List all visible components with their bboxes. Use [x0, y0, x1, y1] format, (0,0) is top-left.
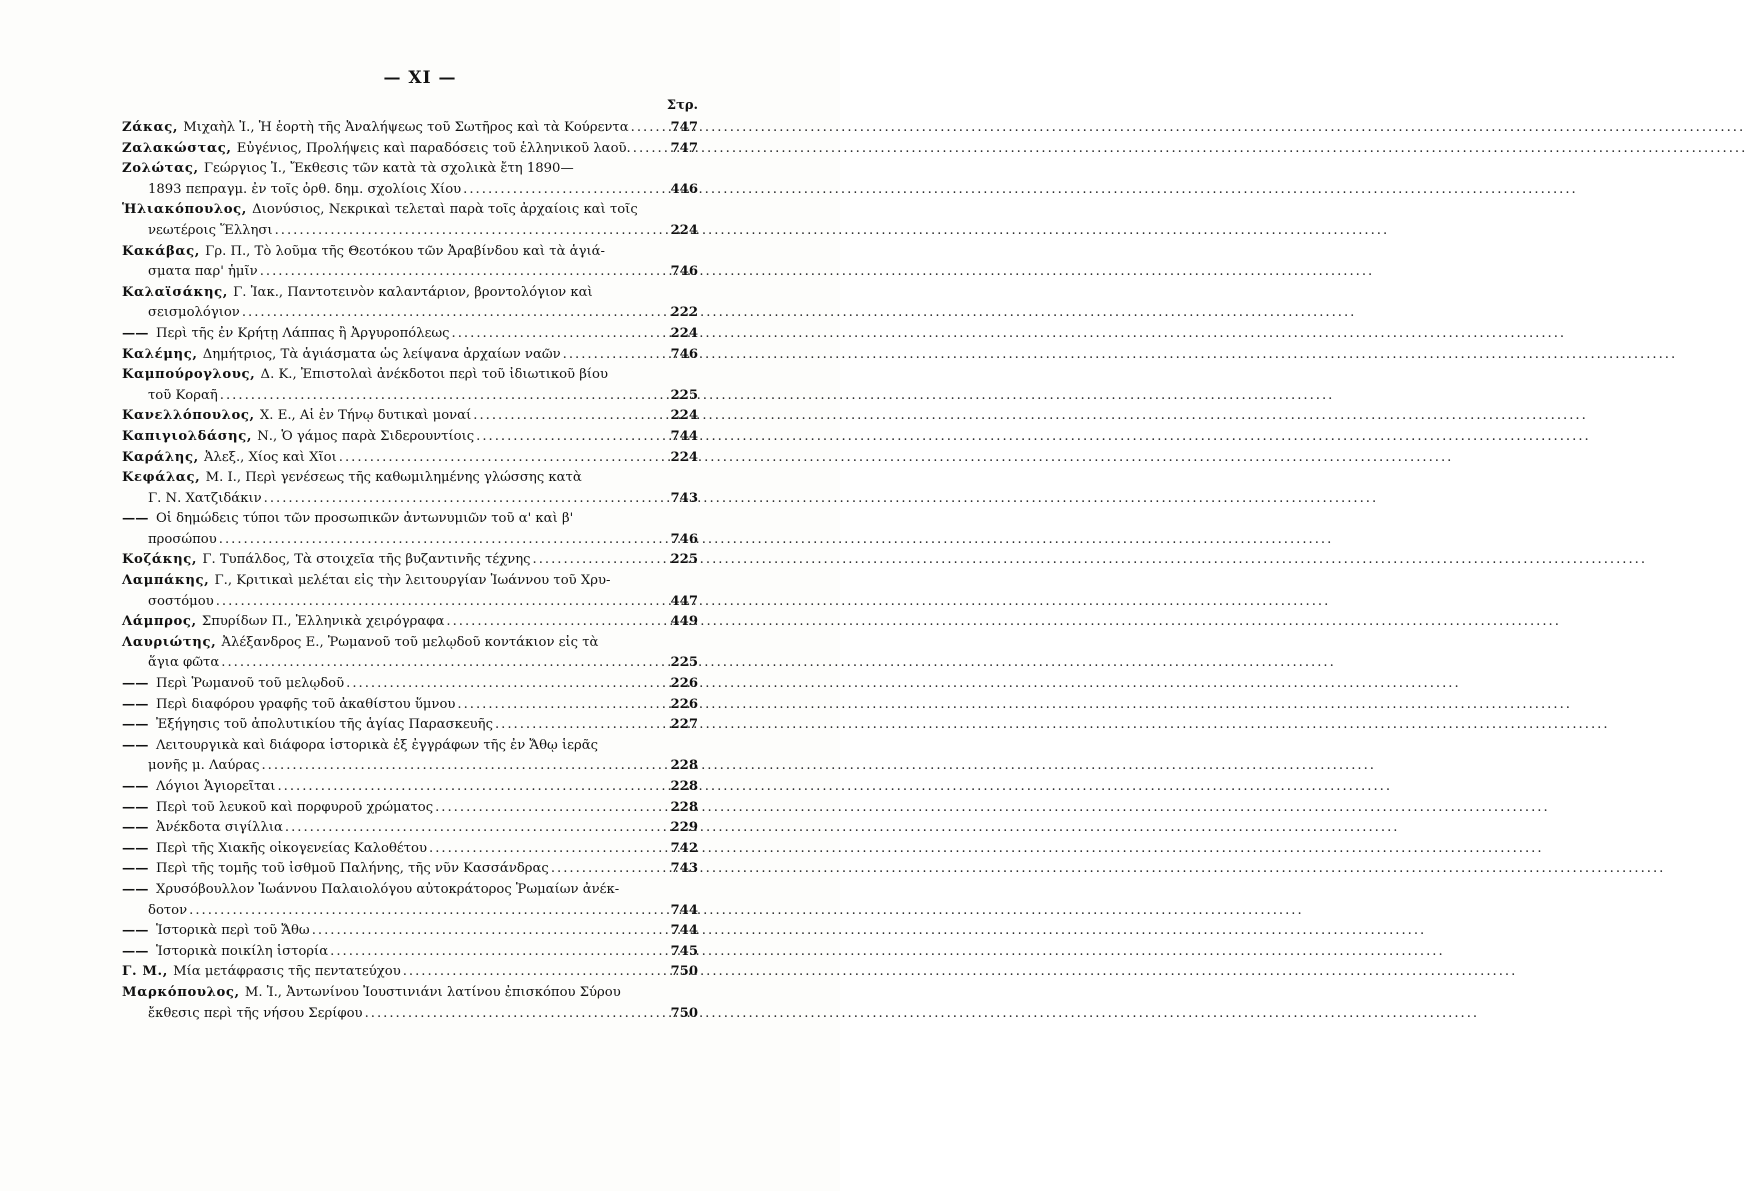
- leader-dots: [262, 489, 654, 510]
- entry-first-line: [122, 139, 698, 160]
- entry-continuation-text: 1893 πεπραγμ. ἐν τοῖς ὀρθ. δημ. σχολίοις Χίου: [148, 181, 462, 197]
- entry-page-number: 744: [670, 428, 698, 444]
- index-entry: [122, 818, 698, 839]
- leader-dots: [631, 139, 654, 160]
- entry-continuation-line: [122, 530, 698, 551]
- entry-title: Μ. Ἰ., Ἀντωνίνου Ἰουστινιάνι λατίνου ἐπισκόπου Σύρου: [244, 984, 621, 1000]
- entry-text: [122, 839, 427, 860]
- entry-page-number: 746: [670, 264, 698, 280]
- entry-page-number: 228: [670, 799, 698, 815]
- entry-first-line: [122, 365, 698, 386]
- entry-text: [122, 921, 310, 942]
- index-entry: [122, 242, 698, 283]
- index-entry: [122, 283, 698, 324]
- ditto-dash: ——: [122, 737, 149, 753]
- entry-text: [122, 159, 574, 180]
- entry-page-number: 743: [670, 861, 698, 877]
- entry-author: Ζολώτας,: [122, 161, 204, 177]
- entry-page-number: 449: [670, 614, 698, 630]
- entry-text: [122, 859, 549, 880]
- entry-first-line: [122, 859, 698, 880]
- entry-page-number: 743: [670, 490, 698, 506]
- entry-continuation-line: [122, 592, 698, 613]
- leader-dots: [493, 715, 654, 736]
- ditto-dash: ——: [122, 676, 149, 692]
- entry-continuation-text: προσώπου: [148, 531, 217, 547]
- entry-first-line: [122, 942, 698, 963]
- leader-dots: [214, 592, 654, 613]
- entry-author: Ζάκας,: [122, 120, 184, 135]
- entry-text: [122, 736, 598, 757]
- entry-title: Ἱστορικὰ ποικίλη ἱστορία: [156, 943, 329, 959]
- entry-page-number: 225: [670, 552, 698, 568]
- entry-title: Ἀλεξ., Χίος καὶ Χῖοι: [203, 449, 337, 465]
- index-entry: [122, 859, 698, 880]
- ditto-dash: ——: [122, 943, 149, 959]
- leader-dots: [450, 324, 654, 345]
- entry-continuation-line: [122, 901, 698, 922]
- leader-dots: [217, 530, 654, 551]
- entry-first-line: [122, 839, 698, 860]
- leader-dots: [310, 921, 654, 942]
- entry-page-number: 742: [670, 840, 698, 856]
- index-entries: [122, 118, 698, 1024]
- entry-author: Καράλης,: [122, 449, 204, 465]
- entry-page-number: 226: [670, 696, 698, 712]
- index-entry: [122, 571, 698, 612]
- entry-title: Περὶ τῆς τομῆς τοῦ ἰσθμοῦ Παλήνης, τῆς νῦν Κασσάνδρας: [156, 861, 549, 877]
- entry-first-line: [122, 550, 698, 571]
- index-entry: [122, 962, 698, 983]
- entry-first-line: [122, 612, 698, 633]
- leader-dots: [427, 839, 654, 860]
- index-entry: [122, 406, 698, 427]
- entry-first-line: [122, 777, 698, 798]
- entry-first-line: [122, 159, 698, 180]
- entry-author: Κανελλόπουλος,: [122, 408, 260, 424]
- page-column-label: Στρ.: [666, 98, 698, 113]
- index-entry: [122, 509, 698, 550]
- entry-text: [122, 468, 582, 489]
- leader-dots: [275, 777, 654, 798]
- index-entry: [122, 345, 698, 366]
- leader-dots: [363, 1004, 654, 1025]
- entry-title: Περὶ διαφόρου γραφῆς τοῦ ἀκαθίστου ὕμνου: [156, 696, 456, 712]
- leader-dots: [474, 427, 654, 448]
- entry-title: Οἱ δημώδεις τύποι τῶν προσωπικῶν ἀντωνυμιῶν τοῦ α' καὶ β': [156, 511, 574, 527]
- leader-dots: [218, 386, 654, 407]
- entry-author: Κοζάκης,: [122, 552, 203, 568]
- entry-continuation-text: ἅγια φῶτα: [148, 655, 220, 671]
- entry-author: Ἡλιακόπουλος,: [122, 202, 253, 218]
- entry-continuation-text: σματα παρ' ἡμῖν: [148, 264, 258, 280]
- index-entry: [122, 468, 698, 509]
- entry-page-number: 745: [670, 943, 698, 959]
- leader-dots: [455, 695, 654, 716]
- entry-continuation-text: μονῆς μ. Λαύρας: [148, 758, 260, 774]
- leader-dots: [461, 180, 654, 201]
- index-entry: [122, 118, 698, 139]
- entry-continuation-text: σοστόμου: [148, 593, 214, 609]
- entry-text: [122, 365, 608, 386]
- entry-page-number: 224: [670, 408, 698, 424]
- entry-author: Καλέμης,: [122, 346, 203, 362]
- leader-dots: [549, 859, 654, 880]
- entry-page-number: 228: [670, 758, 698, 774]
- entry-page-number: 224: [670, 325, 698, 341]
- entry-text: [122, 324, 450, 345]
- leader-dots: [401, 962, 654, 983]
- index-entry: [122, 139, 698, 160]
- entry-first-line: [122, 715, 698, 736]
- entry-first-line: [122, 427, 698, 448]
- entry-first-line: [122, 798, 698, 819]
- entry-text: [122, 818, 283, 839]
- index-page: [0, 0, 840, 1191]
- entry-text: [122, 427, 474, 448]
- entry-text: [122, 798, 433, 819]
- leader-dots: [328, 942, 654, 963]
- entry-continuation-line: [122, 303, 698, 324]
- entry-text: [122, 962, 401, 983]
- entry-text: [122, 942, 328, 963]
- entry-first-line: [122, 695, 698, 716]
- entry-author: Λάμπρος,: [122, 614, 202, 630]
- entry-page-number: 446: [670, 181, 698, 197]
- leader-dots: [240, 303, 654, 324]
- ditto-dash: ——: [122, 820, 149, 836]
- entry-first-line: [122, 283, 698, 304]
- entry-text: [122, 983, 621, 1004]
- entry-first-line: [122, 118, 698, 139]
- entry-page-number: 225: [670, 387, 698, 403]
- entry-title: Περὶ τῆς ἐν Κρήτῃ Λάππας ἢ Ἀργυροπόλεως: [156, 325, 450, 341]
- entry-first-line: [122, 509, 698, 530]
- entry-author: Ζαλακώστας,: [122, 140, 237, 156]
- entry-continuation-text: νεωτέροις Ἕλλησι: [148, 222, 273, 238]
- entry-continuation-line: [122, 653, 698, 674]
- entry-author: Λαμπάκης,: [122, 573, 215, 589]
- index-entry: [122, 159, 698, 200]
- entry-first-line: [122, 448, 698, 469]
- entry-continuation-text: τοῦ Κοραῆ: [148, 387, 218, 403]
- entry-page-number: 746: [670, 346, 698, 362]
- ditto-dash: ——: [122, 717, 149, 733]
- entry-text: [122, 550, 531, 571]
- leader-dots: [531, 550, 655, 571]
- entry-title: Δ. Κ., Ἐπιστολαὶ ἀνέκδοτοι περὶ τοῦ ἰδιωτικοῦ βίου: [260, 367, 609, 383]
- entry-author: Καμπούρογλους,: [122, 367, 261, 383]
- entry-page-number: 447: [670, 593, 698, 609]
- index-entry: [122, 942, 698, 963]
- entry-title: Περὶ τῆς Χιακῆς οἰκογενείας Καλοθέτου: [156, 840, 427, 856]
- entry-first-line: [122, 736, 698, 757]
- index-entry: [122, 983, 698, 1024]
- entry-title: Εὐγένιος, Προλήψεις καὶ παραδόσεις τοῦ ἑλληνικοῦ λαοῦ.: [236, 140, 631, 156]
- entry-title: Ἀλέξανδρος Ε., Ῥωμανοῦ τοῦ μελῳδοῦ κοντάκιον εἰς τὰ: [221, 634, 599, 650]
- entry-first-line: [122, 571, 698, 592]
- ditto-dash: ——: [122, 923, 149, 939]
- index-entry: [122, 839, 698, 860]
- entry-author: Γ. Μ.,: [122, 964, 174, 980]
- entry-title: Γ. Ἰακ., Παντοτεινὸν καλαντάριον, βροντολόγιον καὶ: [233, 284, 593, 300]
- leader-dots: [433, 798, 654, 819]
- index-entry: [122, 674, 698, 695]
- entry-page-number: 222: [670, 305, 698, 321]
- entry-title: Περὶ τοῦ λευκοῦ καὶ πορφυροῦ χρώματος: [156, 799, 434, 815]
- index-entry: [122, 612, 698, 633]
- entry-title: Γ., Κριτικαὶ μελέται εἰς τὴν λειτουργίαν Ἰωάννου τοῦ Χρυ-: [214, 573, 611, 589]
- leader-dots: [444, 612, 654, 633]
- entry-author: Κακάβας,: [122, 243, 206, 259]
- index-entry: [122, 427, 698, 448]
- ditto-dash: ——: [122, 511, 149, 527]
- entry-first-line: [122, 983, 698, 1004]
- entry-title: Χ. Ε., Αἱ ἐν Τήνῳ δυτικαὶ μοναί: [259, 408, 472, 424]
- entry-title: Λειτουργικὰ καὶ διάφορα ἱστορικὰ ἐξ ἐγγράφων τῆς ἐν Ἄθῳ ἱερᾶς: [156, 737, 599, 753]
- entry-continuation-line: [122, 1004, 698, 1025]
- entry-first-line: [122, 242, 698, 263]
- entry-continuation-text: Γ. Ν. Χατζιδάκιν: [148, 490, 262, 506]
- entry-text: [122, 674, 344, 695]
- leader-dots: [187, 901, 654, 922]
- entry-title: Γ. Τυπάλδος, Τὰ στοιχεῖα τῆς βυζαντινῆς τέχνης: [202, 552, 531, 568]
- index-entry: [122, 550, 698, 571]
- leader-dots: [471, 406, 654, 427]
- entry-title: Μία μετάφρασις τῆς πεντατεύχου: [173, 964, 401, 980]
- index-entry: [122, 448, 698, 469]
- entry-title: Ἱστορικὰ περὶ τοῦ Ἄθω: [156, 923, 310, 939]
- leader-dots: [259, 756, 654, 777]
- index-entry: [122, 715, 698, 736]
- entry-page-number: 750: [670, 964, 698, 980]
- entry-title: Μιχαὴλ Ἰ., Ἡ ἑορτὴ τῆς Ἀναλήψεως τοῦ Σωτῆρος καὶ τὰ Κούρεντα: [183, 120, 629, 135]
- entry-page-number: 224: [670, 222, 698, 238]
- entry-first-line: [122, 324, 698, 345]
- entry-page-number: 744: [670, 902, 698, 918]
- entry-title: Περὶ Ῥωμανοῦ τοῦ μελῳδοῦ: [156, 676, 345, 692]
- index-entry: [122, 777, 698, 798]
- entry-title: Λόγιοι Ἁγιορεῖται: [156, 779, 276, 794]
- entry-author: Κεφάλας,: [122, 470, 206, 486]
- index-entry: [122, 880, 698, 921]
- entry-page-number: 224: [670, 449, 698, 465]
- entry-first-line: [122, 345, 698, 366]
- entry-title: Γεώργιος Ἰ., Ἔκθεσις τῶν κατὰ τὰ σχολικὰ ἔτη 1890—: [203, 161, 574, 177]
- ditto-dash: ——: [122, 840, 149, 856]
- leader-dots: [337, 448, 654, 469]
- entry-page-number: 750: [670, 1005, 698, 1021]
- index-entry: [122, 798, 698, 819]
- entry-text: [122, 509, 573, 530]
- entry-first-line: [122, 921, 698, 942]
- leader-dots: [629, 118, 654, 139]
- ditto-dash: ——: [122, 779, 149, 794]
- entry-continuation-line: [122, 386, 698, 407]
- entry-page-number: 747: [670, 140, 698, 156]
- page-header: — ΧΙ —: [383, 68, 457, 88]
- entry-continuation-line: [122, 221, 698, 242]
- entry-first-line: [122, 880, 698, 901]
- entry-page-number: 229: [670, 820, 698, 836]
- entry-title: Ἀνέκδοτα σιγίλλια: [156, 820, 283, 836]
- index-entry: [122, 324, 698, 345]
- index-entry: [122, 633, 698, 674]
- entry-first-line: [122, 962, 698, 983]
- entry-first-line: [122, 633, 698, 654]
- entry-title: Ν., Ὁ γάμος παρὰ Σιδερουντίοις: [257, 428, 475, 444]
- index-entry: [122, 736, 698, 777]
- leader-dots: [258, 262, 654, 283]
- entry-title: Χρυσόβουλλον Ἰωάννου Παλαιολόγου αὐτοκράτορος Ῥωμαίων ἀνέκ-: [156, 881, 620, 897]
- entry-title: Μ. Ι., Περὶ γενέσεως τῆς καθωμιλημένης γλώσσης κατὰ: [205, 470, 582, 486]
- leader-dots: [273, 221, 654, 242]
- entry-author: Καλαϊσάκης,: [122, 284, 234, 300]
- entry-text: [122, 633, 598, 654]
- entry-title: Ἐξήγησις τοῦ ἀπολυτικίου τῆς ἁγίας Παρασκευῆς: [156, 717, 493, 733]
- entry-text: [122, 695, 455, 716]
- entry-page-number: 226: [670, 676, 698, 692]
- entry-title: Σπυρίδων Π., Ἑλληνικὰ χειρόγραφα: [201, 614, 445, 630]
- leader-dots: [344, 674, 654, 695]
- entry-text: [122, 612, 444, 633]
- entry-continuation-line: [122, 180, 698, 201]
- entry-text: [122, 118, 629, 139]
- index-entry: [122, 921, 698, 942]
- entry-author: Λαυριώτης,: [122, 634, 222, 650]
- ditto-dash: ——: [122, 325, 149, 341]
- entry-page-number: 746: [670, 531, 698, 547]
- entry-first-line: [122, 200, 698, 221]
- entry-author: Καπιγιολδάσης,: [122, 428, 258, 444]
- entry-continuation-text: ἔκθεσις περὶ τῆς νήσου Σερίφου: [148, 1005, 363, 1021]
- entry-text: [122, 200, 638, 221]
- entry-text: [122, 715, 493, 736]
- entry-page-number: 227: [670, 717, 698, 733]
- entry-continuation-line: [122, 489, 698, 510]
- entry-text: [122, 283, 593, 304]
- entry-first-line: [122, 468, 698, 489]
- entry-first-line: [122, 674, 698, 695]
- leader-dots: [283, 818, 654, 839]
- ditto-dash: ——: [122, 861, 149, 877]
- ditto-dash: ——: [122, 881, 149, 897]
- entry-page-number: 225: [670, 655, 698, 671]
- entry-page-number: 744: [670, 923, 698, 939]
- entry-text: [122, 242, 605, 263]
- entry-text: [122, 777, 275, 798]
- entry-title: Γρ. Π., Τὸ λοῦμα τῆς Θεοτόκου τῶν Ἀραβίνδου καὶ τὰ ἁγιά-: [205, 243, 605, 259]
- entry-page-number: 747: [670, 120, 698, 135]
- entry-continuation-text: σεισμολόγιον: [148, 305, 240, 321]
- entry-text: [122, 571, 610, 592]
- entry-title: Δημήτριος, Τὰ ἁγιάσματα ὡς λείψανα ἀρχαίων ναῶν: [202, 346, 561, 362]
- entry-continuation-text: δοτον: [148, 902, 188, 918]
- ditto-dash: ——: [122, 696, 149, 712]
- ditto-dash: ——: [122, 799, 149, 815]
- index-entry: [122, 200, 698, 241]
- entry-continuation-line: [122, 262, 698, 283]
- entry-page-number: 228: [670, 779, 698, 794]
- entry-text: [122, 448, 337, 469]
- entry-text: [122, 139, 631, 160]
- leader-dots: [219, 653, 654, 674]
- entry-text: [122, 406, 471, 427]
- index-entry: [122, 365, 698, 406]
- entry-author: Μαρκόπουλος,: [122, 984, 245, 1000]
- entry-text: [122, 345, 561, 366]
- entry-title: Διονύσιος, Νεκρικαὶ τελεταὶ παρὰ τοῖς ἀρχαίοις καὶ τοῖς: [252, 202, 638, 218]
- entry-first-line: [122, 818, 698, 839]
- entry-continuation-line: [122, 756, 698, 777]
- entry-text: [122, 880, 619, 901]
- index-entry: [122, 695, 698, 716]
- entry-first-line: [122, 406, 698, 427]
- leader-dots: [561, 345, 654, 366]
